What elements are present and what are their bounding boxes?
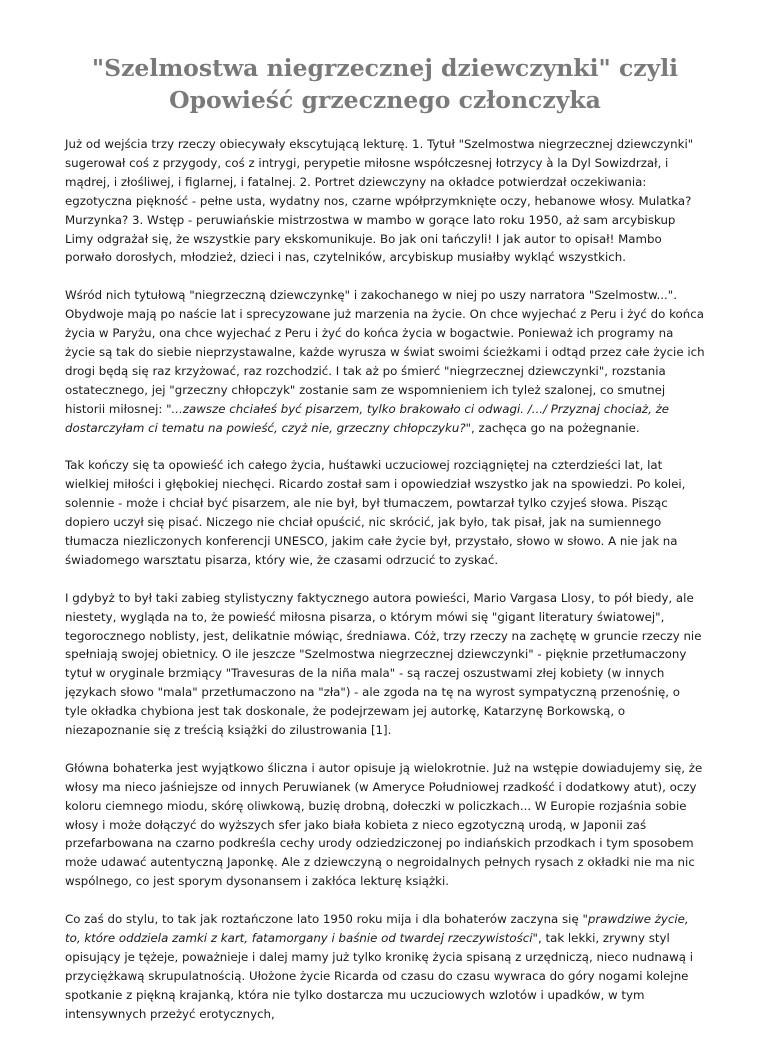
paragraph-6-quote: prawdziwe życie, to, które oddziela zamki z kart, fatamorgany i baśnie od twardej rzeczywistości: [65, 912, 689, 945]
paragraph-6: [65, 910, 705, 1023]
paragraph-2-quote: ...zawsze chciałeś być pisarzem, tylko brakowało ci odwagi. /.../ Przyznaj chociaż, że dostarczyłam ci tematu na powieść, czyż nie, grzeczny chłopczyku?: [65, 401, 670, 435]
paragraph-1: Już od wejścia trzy rzeczy obiecywały ekscytującą lekturę. 1. Tytuł "Szelmostwa niegrzecznej dziewczynki" sugerował coś z przygody, coś z intrygi, perypetie miłosne współczesnej łotrzycy à la Dyl Sowizdrzał, i mądrej, i złośliwej, i figlarnej, i fatalnej. 2. Portret dziewczyny na okładce potwierdzał oczekiwania: egzotyczna piękność - pełne usta, wydatny nos, czarne wpółprzymknięte oczy, hebanowe włosy. Mulatka? Murzynka? 3. Wstęp - peruwiańskie mistrzostwa w mambo w gorące lato roku 1950, aż sam arcybiskup Limy odgrażał się, że wszystkie pary ekskomunikuje. Bo jak oni tańczyli! I jak autor to opisał! Mambo porwało dorosłych, młodzież, dzieci i nas, czytelników, arcybiskup musiałby wykląć wszystkich.: [65, 137, 694, 265]
paragraph-6-text-b: ", tak lekki, zrywny styl opisujący je tężeje, poważnieje i dalej mamy już tylko kronikę życia spisaną z urzędniczą, nieco nudnawą i przyciężkawą skrupulatnością. Ułożone życie Ricarda od czasu do czasu wywraca do góry nogami kolejne spotkanie z piękną krajanką, która nie tylko dostarcza mu uczuciowych wzlotów i upadków, w tym intensywnych przeżyć erotycznych,: [65, 930, 694, 1021]
article: [65, 52, 705, 1042]
paragraph-3: Tak kończy się ta opowieść ich całego życia, huśtawki uczuciowej rozciągniętej na czterdzieści lat, lat wielkiej miłości i głębokiej niechęci. Ricardo został sam i opowiedział wszystko jak na spowiedzi. Po kolei, solennie - może i chciał być pisarzem, ale nie był, był tłumaczem, powtarzał tylko czyjeś słowa. Pisząc dopiero uczył się pisać. Niczego nie chciał opuścić, nic skrócić, jak było, tak pisał, jak na sumiennego tłumacza niezliczonych konferencji UNESCO, jakim całe życie był, przystało, słowo w słowo. A nie jak na świadomego warsztatu pisarza, który wie, że czasami odrzucić to zyskać.: [65, 458, 686, 567]
paragraph-6-text-a: Co zaś do stylu, to tak jak roztańczone lato 1950 roku mija i dla bohaterów zaczyna się ": [65, 912, 588, 927]
title-line-1: "Szelmostwa niegrzecznej dziewczynki" czyli: [91, 54, 679, 82]
paragraph-2: [65, 286, 705, 437]
article-body: [65, 135, 705, 1024]
paragraph-4: I gdybyż to był taki zabieg stylistyczny faktycznego autora powieści, Mario Vargasa Llosy, to pół biedy, ale niestety, wygląda na to, że powieść miłosna pisarza, o którym mówi się "gigant literatury światowej", tegorocznego noblisty, jest, delikatnie mówiąc, średniawa. Cóż, trzy rzeczy na zachętę w gruncie rzeczy nie spełniają swojej obietnicy. O ile jeszcze "Szelmostwa niegrzecznej dziewczynki" - pięknie przetłumaczony tytuł w oryginale brzmiący "Travesuras de la niña mala" - są raczej oszustwami złej kobiety (w innych językach słowo "mala" przetłumaczono na "zła") - ale zgoda na tę na wyrost sympatyczną przenośnię, o tyle okładka chybiona jest tak doskonale, że podejrzewam jej autorkę, Katarzynę Borkowską, o niezapoznanie się z treścią książki do zilustrowania [1].: [65, 590, 702, 738]
article-title: [65, 52, 705, 116]
paragraph-5: Główna bohaterka jest wyjątkowo śliczna i autor opisuje ją wielokrotnie. Już na wstępie dowiadujemy się, że włosy ma nieco jaśniejsze od innych Peruwianek (w Ameryce Południowej rzadkość i dodatkowy atut), oczy koloru ciemnego miodu, skórę oliwkową, buzię drobną, dołeczki w policzkach... W Europie rozjaśnia sobie włosy i może dołączyć do wyższych sfer jako biała kobieta z nieco egzotyczną urodą, w Japonii zaś przefarbowana na czarno podkreśla cechy urody odziedziczonej po indiańskich przodkach i tym sposobem może udawać autentyczną Japonkę. Ale z dziewczyną o negroidalnych pełnych rysach z okładki nie ma nic wspólnego, co jest sporym dysonansem i zakłóca lekturę książki.: [65, 760, 703, 889]
paragraph-2-text-a: Wśród nich tytułową "niegrzeczną dziewczynkę" i zakochanego w niej po uszy narratora "Szelmostw...". Obydwoje mają po naście lat i sprecyzowane już marzenia na życie. On chce wyjechać z Peru i żyć do końca życia w Paryżu, ona chce wyjechać z Peru i żyć do końca życia w bogactwie. Ponieważ ich programy na życie są tak do siebie nieprzystawalne, każde wyrusza w świat swoimi ścieżkami i odtąd przez całe życie ich drogi będą się raz krzyżować, raz rozchodzić. I tak aż po śmierć "niegrzecznej dziewczynki", rozstania ostatecznego, jej "grzeczny chłopczyk" zostanie sam ze wspomnieniem ich tyleż szalonej, co smutnej historii miłosnej: ": [65, 288, 705, 416]
paragraph-2-text-b: ", zachęca go na pożegnanie.: [465, 420, 640, 435]
title-line-2: Opowieść grzecznego członczyka: [169, 86, 601, 114]
